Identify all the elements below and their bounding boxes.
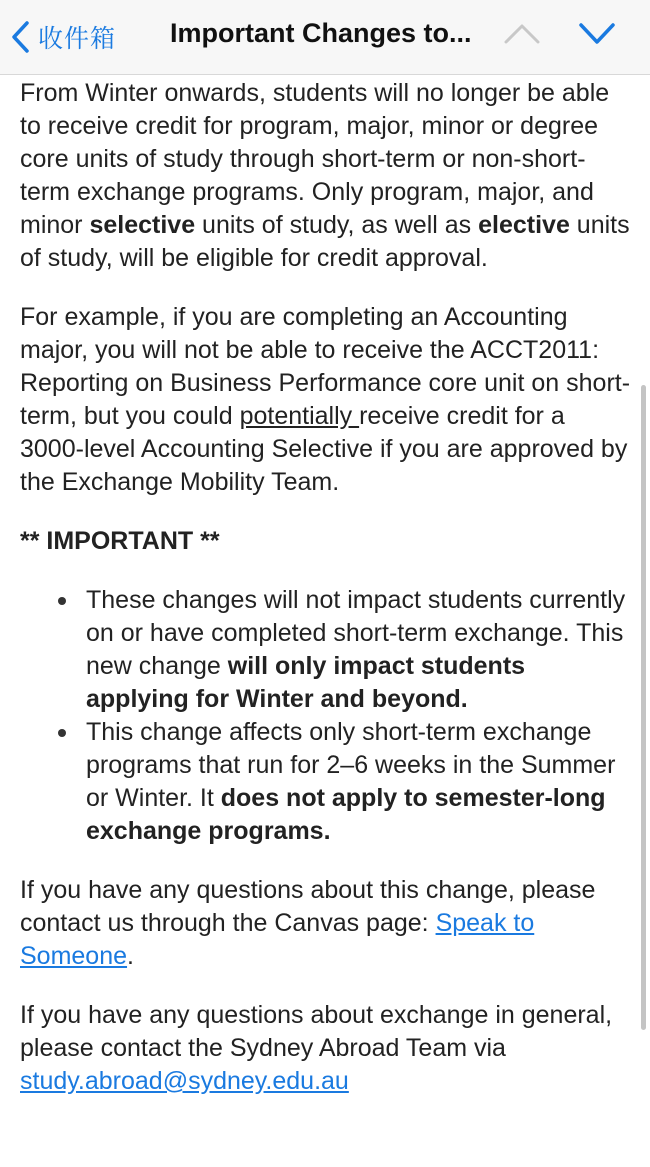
important-heading: ** IMPORTANT ** [20,527,220,555]
paragraph-questions: If you have any questions about this change, please contact us through the Canvas page: Speak to Someone. [20,876,596,970]
email-address-link[interactable]: study.abroad@sydney.edu.au [20,1067,349,1095]
scrollbar[interactable] [641,385,646,1030]
speak-to-someone-link[interactable]: Speak to Someone [20,909,535,970]
list-item: This change affects only short-term exchange programs that run for 2–6 weeks in the Summer or Winter. It does not apply to semester-long exchange programs. [86,716,632,848]
paragraph-credit-policy: From Winter onwards, students will no longer be able to receive credit for program, major, minor or degree core units of study through short-term or non-short-term exchange programs. Only program, major, and minor selective units of study, as well as elective units of study, will be eligible for credit approval. [20,79,630,272]
list-item: These changes will not impact students currently on or have completed short-term exchange. This new change will only impact students applying for Winter and beyond. [86,584,632,716]
bullet-dot [58,597,66,605]
paragraph-contact: If you have any questions about exchange in general, please contact the Sydney Abroad Team via study.abroad@sydney.edu.au [20,1001,613,1095]
important-list [20,584,632,848]
email-body [20,77,632,1098]
bullet-dot [58,729,66,737]
chevron-down-icon[interactable] [578,20,616,51]
back-label: 收件箱 [38,24,117,53]
back-button[interactable] [10,16,116,58]
chevron-up-icon [503,22,541,51]
chevron-left-icon [10,20,30,54]
paragraph-example: For example, if you are completing an Accounting major, you will not be able to receive the ACCT2011: Reporting on Business Performance core unit on short-term, but you could potentially receive credit for a 3000-level Accounting Selective if you are approved by the Exchange Mobility Team. [20,303,631,496]
navigation-bar [0,0,650,75]
email-subject-title: Important Changes to... [170,18,472,48]
